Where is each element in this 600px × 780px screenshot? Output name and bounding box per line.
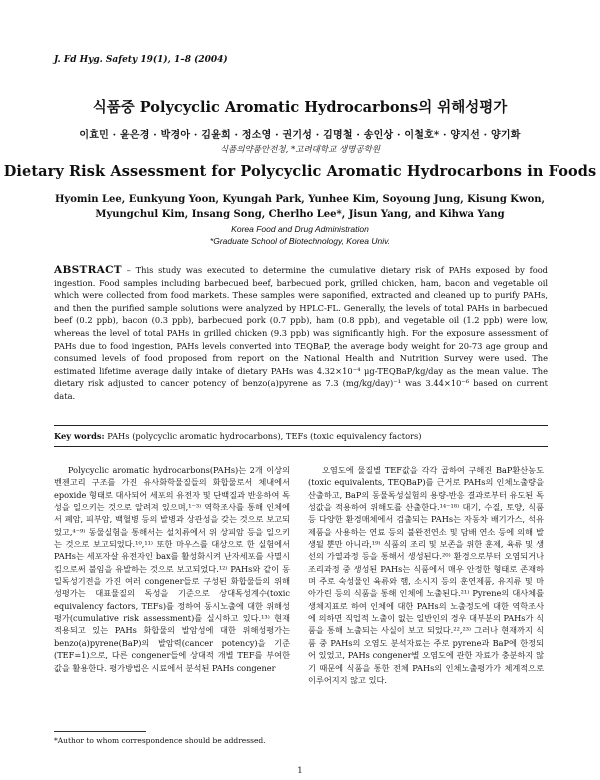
english-title: Dietary Risk Assessment for Polycyclic Aromatic Hydrocarbons in Foods bbox=[3, 163, 597, 180]
english-affiliation-1: Korea Food and Drug Administration bbox=[231, 224, 369, 234]
korean-title: 식품중 Polycyclic Aromatic Hydrocarbons의 위해성평가 bbox=[92, 99, 508, 116]
korean-affiliation: 식품의약품안전청, *고려대학교 생명공학원 bbox=[219, 145, 381, 155]
page-number: 1 bbox=[297, 766, 303, 776]
footnote: *Author to whom correspondence should be addressed. bbox=[54, 736, 266, 745]
english-authors: Hyomin Lee, Eunkyung Yoon, Kyungah Park, Yunhee Kim, Soyoung Jung, Kisung Kwon, Myungchul Kim, Insang Song, Cherlho Lee*, Jisun Yang, and Kihwa Yang bbox=[54, 194, 546, 220]
divider-bottom bbox=[54, 446, 548, 447]
body-column-left: Polycyclic aromatic hydrocarbons(PAHs)는 2개 이상의 벤젠고리 구조를 가진 유사화학물질들의 화합물로서 체내에서 epoxide 형태로 대사되어 세포의 유전자 및 단백질과 반응하여 독성을 일으키는 것으로 알려져 있으며,¹⁻³⁾ 역학조사를 통해 인체에서 폐암, 피부암, 백혈병 등의 발병과 상관성을 갖는 것으로 보고되었고,⁴⁻⁹⁾ 동물실험을 통해서는 설치류에서 위 상피암 등을 일으키는 것으로 보고되었다.¹⁰,¹¹⁾ 또한 마우스를 대상으로 한 실험에서 PAHs는 세포자살 유전자인 bax를 활성화시켜 난자세포를 사멸시킴으로써 불임을 유발하는 것으로 보고되었다.¹²⁾ PAHs와 같이 동일독성기전을 가진 여러 congener들로 구성된 화합물들의 위해성평가는 대표물질의 독성을 기준으로 상대독성계수(toxic equivalency factors, TEFs)를 정하여 동시노출에 대한 위해성평가(cumulative risk assessment)를 실시하고 있다.¹³⁾ 현재 적용되고 있는 PAHs 화합물의 발암성에 대한 위해성평가는 benzo(a)pyrene(BaP)의 발암력(cancer potency)을 기준(TEF=1)으로, 다른 congener들에 상대적 개별 TEF를 부여한 값을 활용한다. 평가방법은 시료에서 분석된 PAHs congener bbox=[54, 465, 290, 673]
abstract-text: – This study was executed to determine the cumulative dietary risk of PAHs exposed by food ingestion. Food samples including barbecued beef, barbecued pork, grilled chicken, ham, bacon and vegetable oil which were collected from food markets. These samples were saponified, extracted and cleaned up to purify PAHs, and then the purified sample solutions were analyzed by HPLC-FL. Generally, the levels of total PAHs in barbecued beef (0.2 ppb), bacon (0.3 ppb), barbecued pork (0.7 ppb), ham (0.8 ppb), and vegetable oil (1.2 ppb) were low, whereas the level of total PAHs in grilled chicken (9.3 ppb) was significantly high. For the exposure assessment of PAHs due to food ingestion, PAHs levels converted into TEQBaP, the average body weight for 20-73 age group and consumed levels of food proposed from report on the National Health and Nutrition Survey were used. The estimated lifetime average daily intake of dietary PAHs was 4.32×10⁻⁴ μg-TEQBaP/kg/day as the mean value. The dietary risk adjusted to cancer potency of benzo(a)pyrene as 7.3 (mg/kg/day)⁻¹ was 3.44×10⁻⁶ based on current data. bbox=[54, 265, 548, 401]
keywords-label: Key words: bbox=[54, 431, 105, 441]
abstract bbox=[54, 264, 548, 403]
footnote-rule bbox=[54, 731, 146, 732]
keywords bbox=[54, 431, 548, 441]
korean-authors: 이효민 · 윤은경 · 박경아 · 김윤희 · 정소영 · 권기성 · 김명철 · 송인상 · 이철호* · 양지선 · 양기화 bbox=[79, 130, 521, 141]
abstract-label: ABSTRACT bbox=[54, 264, 122, 276]
journal-citation: J. Fd Hyg. Safety 19(1), 1–8 (2004) bbox=[54, 55, 228, 65]
body-column-right: 오염도에 물질별 TEF값을 각각 곱하여 구해진 BaP환산농도(toxic equivalents, TEQBaP)를 근거로 PAHs의 인체노출량을 산출하고, BaP의 동물독성실험의 용량-반응 결과로부터 유도된 독성값을 적용하여 위해도를 산출한다.¹⁴⁻¹⁸⁾ 대기, 수질, 토양, 식품 등 다양한 환경매체에서 검출되는 PAHs는 자동차 배기가스, 석유제품을 사용하는 연료 등의 불완전연소 및 담배 연소 등에 의해 발생될 뿐만 아니라,¹⁹⁾ 식품의 조리 및 보존을 위한 훈제, 육류 및 생선의 가열과정 등을 통해서 생성된다.²⁰⁾ 환경으로부터 오염되거나 조리과정 중 생성된 PAHs는 식품에서 매우 안정한 형태로 존재하며 주로 숙성물인 육류와 햄, 소시지 등의 훈연제품, 유지류 및 마아가린 등의 식품을 통해 인체에 노출된다.²¹⁾ Pyrene의 대사체를 생체지표로 하여 인체에 대한 PAHs의 노출정도에 대한 역학조사에 의하면 직업적 노출이 없는 일반인의 경우 대부분의 PAHs가 식품을 통해 노출되는 사실이 보고 되었다.²²,²³⁾ 그러나 현재까지 식품 중 PAHs의 오염도 분석자료는 주로 pyrene과 BaP에 한정되어 있었고, PAHs congener별 오염도에 관한 자료가 충분하지 않기 때문에 식품을 통한 전체 PAHs의 인체노출평가가 체계적으로 이루어지지 않고 있다. bbox=[308, 465, 544, 685]
divider-top bbox=[54, 425, 548, 426]
english-affiliation-2: *Graduate School of Biotechnology, Korea Univ. bbox=[209, 236, 391, 246]
keywords-text: PAHs (polycyclic aromatic hydrocarbons), TEFs (toxic equivalency factors) bbox=[104, 431, 422, 441]
